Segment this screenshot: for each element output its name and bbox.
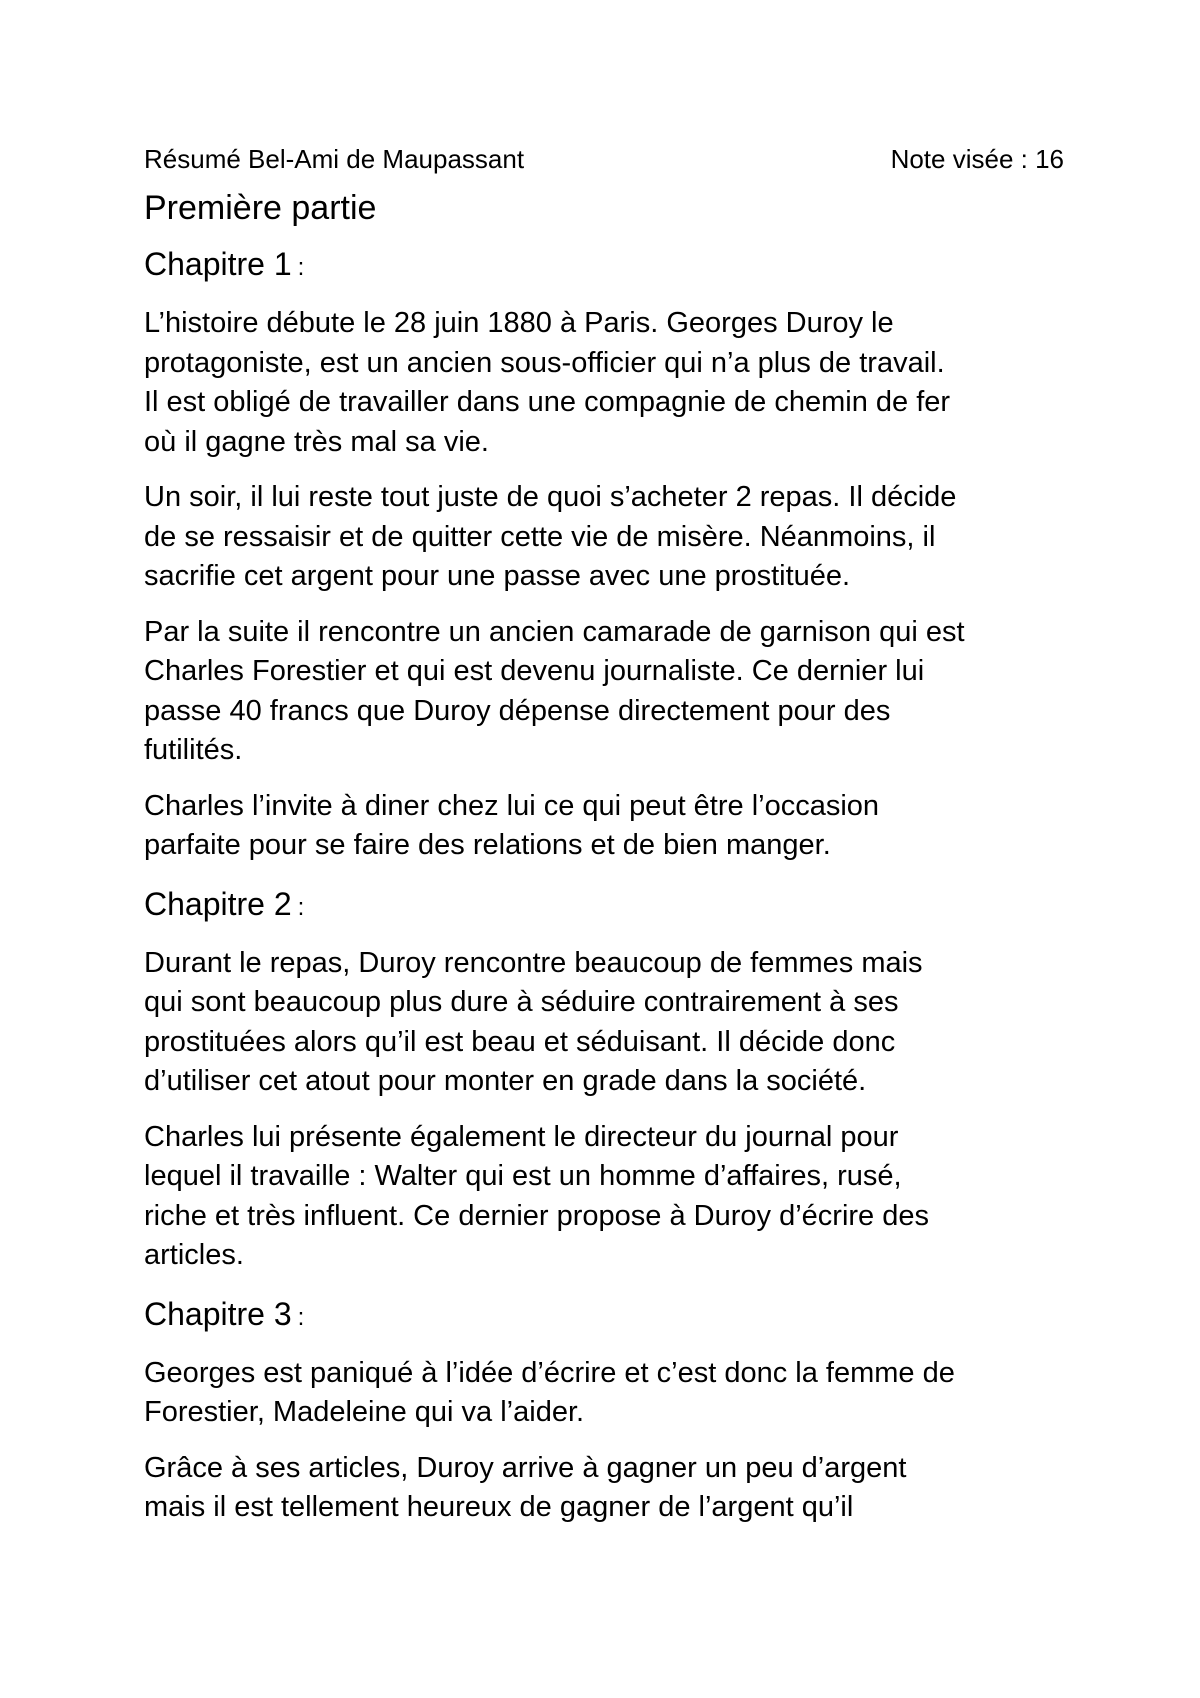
- chapter-title: Chapitre 2: [144, 885, 292, 922]
- chapter-2-heading: [144, 882, 1064, 930]
- document-title: Résumé Bel-Ami de Maupassant: [144, 144, 525, 174]
- paragraph: Un soir, il lui reste tout juste de quoi s’acheter 2 repas. Il décide de se ressaisir et de quitter cette vie de misère. Néanmoins, il sacrifie cet argent pour une passe avec une prostituée.: [144, 481, 957, 592]
- paragraph: Durant le repas, Duroy rencontre beaucoup de femmes mais qui sont beaucoup plus dure à séduire contrairement à ses prostituées alors qu’il est beau et séduisant. Il décide donc d’utiliser cet atout pour monter en grade dans la société.: [144, 946, 923, 1097]
- paragraph: L’histoire débute le 28 juin 1880 à Paris. Georges Duroy le protagoniste, est un ancien sous-officier qui n’a plus de travail. Il est obligé de travailler dans une compagnie de chemin de fer où il gagne très mal sa vie.: [144, 307, 951, 458]
- paragraph: Par la suite il rencontre un ancien camarade de garnison qui est Charles Forestier et qui est devenu journaliste. Ce dernier lui passe 40 francs que Duroy dépense directement pour des futilités.: [144, 615, 965, 766]
- document-page: [144, 140, 1064, 1544]
- target-grade: Note visée : 16: [890, 144, 1064, 174]
- paragraph: Charles lui présente également le directeur du journal pour lequel il travaille : Walter qui est un homme d’affaires, rusé, riche et très influent. Ce dernier propose à Duroy d’écrire des articles.: [144, 1120, 929, 1271]
- part-title: Première partie: [144, 189, 377, 227]
- paragraph: Grâce à ses articles, Duroy arrive à gagner un peu d’argent mais il est tellement heureux de gagner de l’argent qu’il: [144, 1451, 907, 1523]
- paragraph: Charles l’invite à diner chez lui ce qui peut être l’occasion parfaite pour se faire des relations et de bien manger.: [144, 789, 880, 861]
- chapter-title: Chapitre 3: [144, 1295, 292, 1332]
- chapter-3-heading: [144, 1292, 1064, 1340]
- page-header: [144, 140, 1064, 178]
- chapter-colon: :: [297, 893, 305, 921]
- chapter-title: Chapitre 1: [144, 246, 292, 282]
- paragraph: Georges est paniqué à l’idée d’écrire et c’est donc la femme de Forestier, Madeleine qui va l’aider.: [144, 1356, 955, 1428]
- chapter-colon: :: [297, 1303, 305, 1331]
- chapter-colon: :: [297, 254, 305, 281]
- chapter-1-heading: [144, 242, 1064, 290]
